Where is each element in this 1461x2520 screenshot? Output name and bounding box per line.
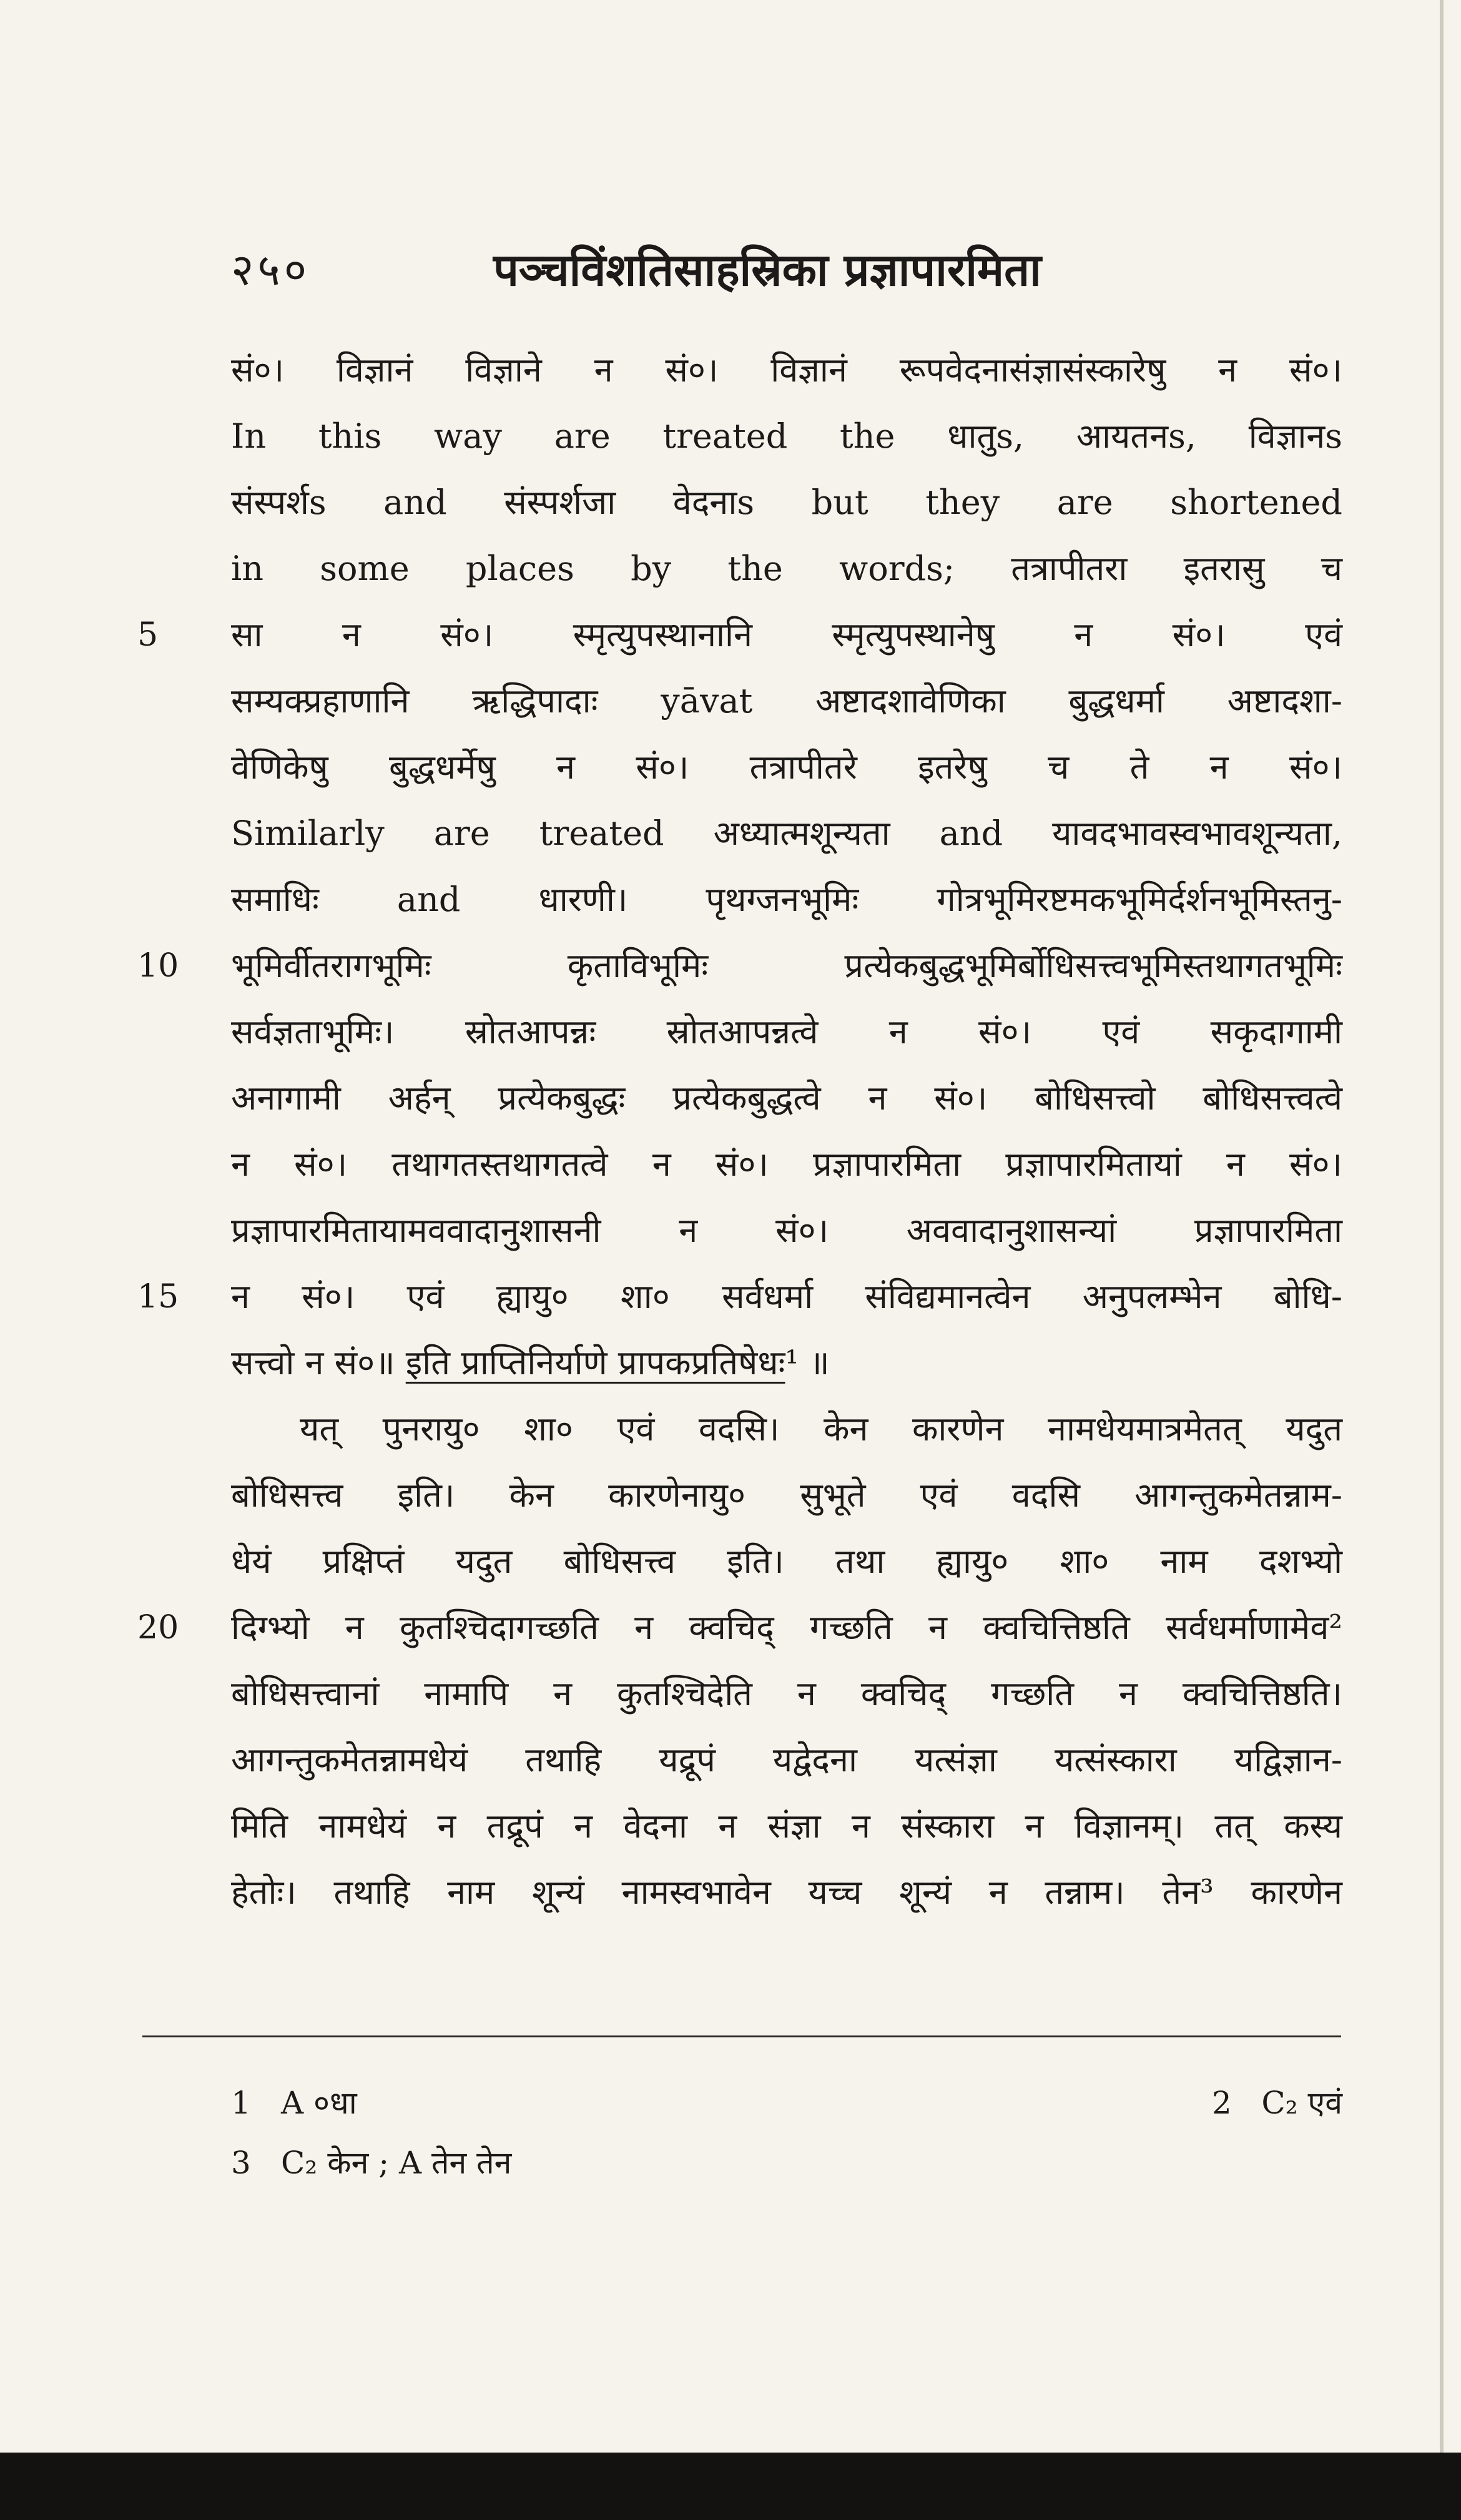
line-number: 5 [137, 616, 159, 654]
line-text: हेतोः। तथाहि नाम शून्यं नामस्वभावेन यच्च शून्यं न तन्नाम। तेन³ कारणेन [231, 1873, 1342, 1912]
footnote-text: A ०धा [281, 2085, 357, 2121]
text-line [231, 1859, 1342, 1926]
line-text: आगन्तुकमेतन्नामधेयं तथाहि यद्रूपं यद्वेदना यत्संज्ञा यत्संस्कारा यद्विज्ञान- [231, 1740, 1342, 1779]
line-text: बोधिसत्त्वानां नामापि न कुतश्चिदेति न क्वचिद् गच्छति न क्वचित्तिष्ठति। [231, 1674, 1342, 1713]
text-line [231, 1330, 1342, 1396]
text-line [231, 867, 1342, 933]
line-number: 15 [137, 1278, 179, 1316]
text-line [231, 1793, 1342, 1859]
line-text: संस्पर्शs and संस्पर्शजा वेदनाs but they are shortened [231, 483, 1342, 522]
line-number: 20 [137, 1609, 179, 1646]
footnote-row [231, 2133, 1342, 2193]
text-line [231, 734, 1342, 800]
footnote-row [231, 2073, 1342, 2133]
text-line [231, 1065, 1342, 1131]
footnotes [231, 2073, 1342, 2193]
colophon-suffix: ¹ ॥ [785, 1343, 830, 1382]
text-line [231, 1462, 1342, 1528]
text-line [137, 1264, 1342, 1330]
page-header [231, 232, 1342, 313]
line-text: In this way are treated the धातुs, आयतनs, विज्ञानs [231, 416, 1342, 456]
text-line [231, 1198, 1342, 1264]
text-line [137, 1595, 1342, 1661]
line-text: सत्त्वो न सं०॥ [231, 1343, 395, 1382]
running-title: पञ्चविंशतिसाहस्रिका प्रज्ञापारमिता [493, 243, 1041, 296]
text-line [231, 999, 1342, 1065]
footnote-divider [142, 2035, 1341, 2037]
line-text: भूमिर्वीतरागभूमिः कृताविभूमिः प्रत्येकबुद्धभूमिर्बोधिसत्त्वभूमिस्तथागतभूमिः [231, 946, 1342, 985]
text-line [231, 470, 1342, 536]
page-edge-shadow [1440, 0, 1444, 2454]
text-line [231, 1528, 1342, 1595]
chapter-colophon: इति प्राप्तिनिर्याणे प्रापकप्रतिषेधः [405, 1343, 785, 1382]
text-line [231, 403, 1342, 470]
line-number: 10 [137, 947, 179, 985]
line-text: समाधिः and धारणी। पृथग्जनभूमिः गोत्रभूमिरष्टमकभूमिर्दर्शनभूमिस्तनु- [231, 880, 1342, 919]
text-line [231, 1727, 1342, 1793]
line-text: यत् पुनरायु० शा० एवं वदसि। केन कारणेन नामधेयमात्रमेतत् यदुत [300, 1409, 1342, 1449]
line-text: प्रज्ञापारमितायामववादानुशासनी न सं०। अववादानुशासन्यां प्रज्ञापारमिता [231, 1211, 1342, 1250]
line-text: न सं०। तथागतस्तथागतत्वे न सं०। प्रज्ञापारमिता प्रज्ञापारमितायां न सं०। [231, 1144, 1342, 1184]
text-line [231, 1661, 1342, 1727]
line-text: बोधिसत्त्व इति। केन कारणेनायु० सुभूते एवं वदसि आगन्तुकमेतन्नाम- [231, 1475, 1342, 1515]
footnote-marker: 3 [231, 2145, 251, 2181]
line-text: Similarly are treated अध्यात्मशून्यता and यावदभावस्वभावशून्यता, [231, 814, 1342, 853]
footnote-text: C₂ एवं [1261, 2085, 1342, 2121]
line-text: धेयं प्रक्षिप्तं यदुत बोधिसत्त्व इति। तथा ह्यायु० शा० नाम दशभ्यो [231, 1542, 1342, 1581]
text-line [231, 1396, 1342, 1462]
line-text: दिग्भ्यो न कुतश्चिदागच्छति न क्वचिद् गच्छति न क्वचित्तिष्ठति सर्वधर्माणामेव² [231, 1608, 1342, 1647]
footnote-marker: 2 [1211, 2085, 1232, 2121]
line-text: न सं०। एवं ह्यायु० शा० सर्वधर्मा संविद्यमानत्वेन अनुपलम्भेन बोधि- [231, 1277, 1342, 1316]
line-text: सर्वज्ञताभूमिः। स्रोतआपन्नः स्रोतआपन्नत्वे न सं०। एवं सकृदागामी [231, 1012, 1342, 1051]
text-line [231, 800, 1342, 867]
line-text: वेणिकेषु बुद्धधर्मेषु न सं०। तत्रापीतरे इतरेषु च ते न सं०। [231, 747, 1342, 787]
line-text: मिति नामधेयं न तद्रूपं न वेदना न संज्ञा न संस्कारा न विज्ञानम्। तत् कस्य [231, 1806, 1342, 1846]
line-text: सं०। विज्ञानं विज्ञाने न सं०। विज्ञानं रूपवेदनासंज्ञासंस्कारेषु न सं०। [231, 350, 1342, 390]
line-text: सा न सं०। स्मृत्युपस्थानानि स्मृत्युपस्थानेषु न सं०। एवं [231, 615, 1342, 654]
line-text: अनागामी अर्हन् प्रत्येकबुद्धः प्रत्येकबुद्धत्वे न सं०। बोधिसत्त्वो बोधिसत्त्वत्वे [231, 1078, 1342, 1118]
text-line [231, 668, 1342, 734]
text-line [231, 337, 1342, 403]
text-line [231, 1131, 1342, 1198]
footnote-marker: 1 [231, 2085, 251, 2121]
footnote-text: C₂ केन ; A तेन तेन [281, 2145, 512, 2181]
line-text: सम्यक्प्रहाणानि ऋद्धिपादाः yāvat अष्टादशावेणिका बुद्धधर्मा अष्टादशा- [231, 681, 1342, 721]
text-line [137, 933, 1342, 999]
text-line [231, 536, 1342, 602]
line-text: in some places by the words; तत्रापीतरा इतरासु च [231, 549, 1342, 588]
main-text [137, 337, 1342, 1926]
footnote-2 [1212, 2073, 1342, 2133]
page-number: २५० [231, 244, 311, 295]
scan-bottom-edge [0, 2453, 1461, 2520]
text-line [137, 602, 1342, 668]
